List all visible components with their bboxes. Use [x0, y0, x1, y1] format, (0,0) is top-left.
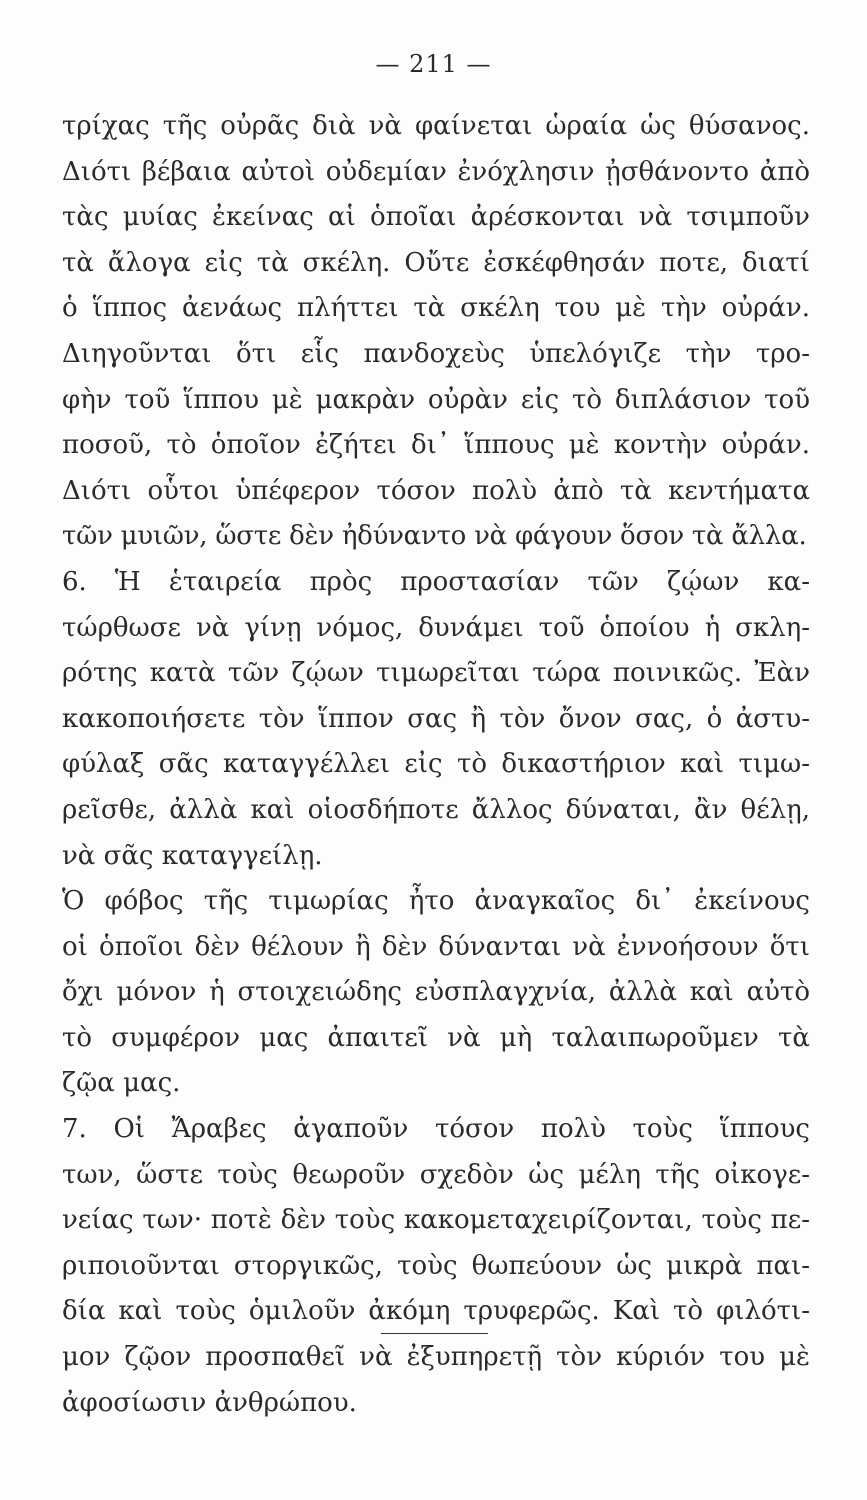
text-line: τὰς μυίας ἐκείνας αἱ ὁποῖαι ἀρέσκονται νὰ τσιμποῦν	[62, 202, 810, 233]
text-line: ἀφοσίωσιν ἀνθρώπου.	[62, 1387, 357, 1418]
section-separator	[381, 1333, 488, 1334]
text-line: φὴν τοῦ ἵππου μὲ μακρὰν οὐρὰν εἰς τὸ διπλάσιον τοῦ	[62, 384, 810, 415]
text-line: των, ὥστε τοὺς θεωροῦν σχεδὸν ὡς μέλη τῆς οἰκογε-	[62, 1159, 810, 1190]
text-line: 6. Ἡ ἑταιρεία πρὸς προστασίαν τῶν ζῴων κα-	[62, 566, 810, 597]
text-line: Διηγοῦνται ὅτι εἷς πανδοχεὺς ὑπελόγιζε τὴν τρο-	[62, 338, 810, 369]
text-line: 7. Οἱ Ἄραβες ἀγαποῦν τόσον πολὺ τοὺς ἵππους	[62, 1114, 810, 1145]
text-line: ρεῖσθε, ἀλλὰ καὶ οἱοσδήποτε ἄλλος δύναται, ἂν θέλῃ,	[62, 794, 810, 825]
text-line: ὄχι μόνον ἡ στοιχειώδης εὐσπλαγχνία, ἀλλὰ καὶ αὐτὸ	[62, 977, 810, 1008]
text-line: Διότι οὗτοι ὑπέφερον τόσον πολὺ ἀπὸ τὰ κεντήματα	[62, 475, 810, 506]
text-line: τῶν μυιῶν, ὥστε δὲν ἠδύναντο νὰ φάγουν ὅσον τὰ ἄλλα.	[62, 521, 807, 552]
text-line: ρότης κατὰ τῶν ζῴων τιμωρεῖται τώρα ποινικῶς. Ἐὰν	[62, 658, 810, 689]
page-number: — 211 —	[375, 50, 492, 78]
body-text	[62, 104, 810, 1426]
text-line: νὰ σᾶς καταγγείλῃ.	[62, 840, 323, 871]
text-line: δία καὶ τοὺς ὁμιλοῦν ἀκόμη τρυφερῶς. Καὶ τὸ φιλότι-	[62, 1296, 810, 1327]
text-line: ὁ ἵππος ἀενάως πλήττει τὰ σκέλη του μὲ τὴν οὐράν.	[62, 293, 810, 324]
text-line: τρίχας τῆς οὐρᾶς διὰ νὰ φαίνεται ὡραία ὡς θύσανος.	[62, 111, 810, 141]
text-line: οἱ ὁποῖοι δὲν θέλουν ἢ δὲν δύνανται νὰ ἐννοήσουν ὅτι	[62, 931, 810, 962]
text-line: ριποιοῦνται στοργικῶς, τοὺς θωπεύουν ὡς μικρὰ παι-	[62, 1250, 810, 1281]
text-line: τὰ ἄλογα εἰς τὰ σκέλη. Οὔτε ἐσκέφθησάν ποτε, διατί	[62, 247, 810, 278]
text-line: φύλαξ σᾶς καταγγέλλει εἰς τὸ δικαστήριον καὶ τιμω-	[62, 749, 810, 780]
text-line: τὸ συμφέρον μας ἀπαιτεῖ νὰ μὴ ταλαιπωροῦμεν τὰ	[62, 1022, 810, 1053]
text-line: Ὁ φόβος τῆς τιμωρίας ἦτο ἀναγκαῖος δι᾽ ἐκείνους	[62, 886, 810, 917]
text-line: τώρθωσε νὰ γίνῃ νόμος, δυνάμει τοῦ ὁποίου ἡ σκλη-	[62, 612, 810, 643]
text-line: μον ζῷον προσπαθεῖ νὰ ἐξυπηρετῇ τὸν κύριόν του μὲ	[62, 1342, 810, 1373]
text-line: κακοποιήσετε τὸν ἵππον σας ἢ τὸν ὄνον σας, ὁ ἀστυ-	[62, 703, 810, 734]
text-line: Διότι βέβαια αὐτοὶ οὐδεμίαν ἐνόχλησιν ᾐσθάνοντο ἀπὸ	[62, 156, 810, 187]
text-line: ποσοῦ, τὸ ὁποῖον ἐζήτει δι᾽ ἵππους μὲ κοντὴν οὐράν.	[62, 430, 810, 461]
text-line: νείας των· ποτὲ δὲν τοὺς κακομεταχειρίζονται, τοὺς πε-	[62, 1205, 810, 1236]
text-line: ζῷα μας.	[62, 1068, 181, 1099]
